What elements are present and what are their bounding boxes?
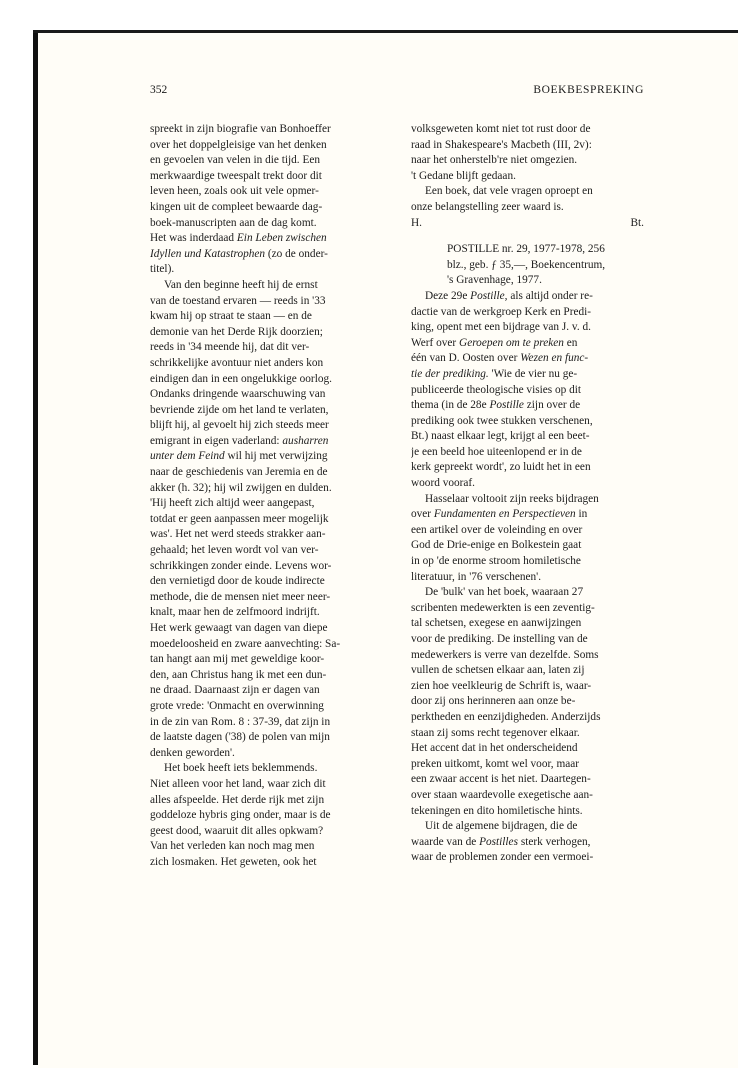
text-line: over Fundamenten en Perspectieven in (411, 508, 588, 521)
text-line: boek-manuscripten aan de dag komt. (150, 216, 317, 229)
text-line: preken uitkomt, komt wel voor, maar (411, 757, 580, 770)
book-entry-heading: POSTILLE nr. 29, 1977-1978, 256 (447, 243, 605, 256)
text-line: vullen de schetsen elkaar aan, laten zij (411, 664, 585, 677)
review-signatures (411, 216, 644, 232)
text-line: kerk gepreekt wordt', zo luidt het in een (411, 461, 591, 474)
text-line: zich losmaken. Het geweten, ook het (150, 855, 317, 868)
text-line: in op 'de enorme stroom homiletische (411, 555, 581, 568)
text-line: reeds in '34 meende hij, dat dit ver- (150, 341, 310, 354)
text-line: unter dem Feind wil hij met verwijzing (150, 450, 328, 463)
text-line: staan zij soms recht tegenover elkaar. (411, 726, 580, 739)
text-line: knalt, maar hen de zelfmoord indrijft. (150, 606, 320, 619)
text-line: Bt.) naast elkaar legt, krijgt al een beet- (411, 430, 590, 443)
text-line: akker (h. 32); hij wil zwijgen en dulden. (150, 481, 332, 494)
section-gap (411, 231, 644, 242)
text-line: 'Hij heeft zich altijd weer aangepast, (150, 497, 315, 510)
text-line: naar het onherstelb're niet omgezien. (411, 154, 578, 167)
text-line: titel). (150, 263, 175, 276)
text-line: waar de problemen zonder een vermoei- (411, 851, 594, 864)
text-line: waarde van de Postilles sterk verhogen, (411, 835, 591, 848)
text-line: schrikkelijke avontuur niet anders kon (150, 356, 324, 369)
text-line: Het was inderdaad Ein Leben zwischen (150, 232, 327, 245)
text-line: king, opent met een bijdrage van J. v. d. (411, 321, 591, 334)
text-line: van de toestand ervaren — reeds in '33 (150, 294, 326, 307)
text-line: moedeloosheid en zware aanvechting: Sa- (150, 637, 341, 650)
text-line: Het werk gewaagt van dagen van diepe (150, 622, 328, 634)
paragraph-start: Van den beginne heeft hij de ernst (164, 278, 318, 291)
text-line: raad in Shakespeare's Macbeth (III, 2v): (411, 138, 592, 151)
text-line: en gevoelen van velen in die tijd. Een (150, 154, 321, 167)
text-line: gehaald; het leven wordt vol van ver- (150, 544, 319, 557)
paragraph-start: Hasselaar voltooit zijn reeks bijdragen (425, 492, 599, 505)
text-line: emigrant in eigen vaderland: ausharren (150, 434, 329, 447)
text-line: leven heen, zoals ook uit vele opmer- (150, 185, 319, 198)
paragraph-start: Deze 29e Postille, als altijd onder re- (425, 289, 593, 302)
book-entry-heading: 's Gravenhage, 1977. (447, 274, 542, 287)
text-line: volksgeweten komt niet tot rust door de (411, 123, 591, 135)
text-line: je een beeld hoe uiteenlopend er in de (411, 445, 582, 458)
text-line: over het doppelgleisige van het denken (150, 138, 327, 151)
text-line: over staan waardevolle exegetische aan- (411, 788, 593, 801)
text-line: Werf over Geroepen om te preken en (411, 336, 578, 349)
quoted-phrase: ausharren (282, 434, 329, 447)
text-line: bevriende zijde om het land te verlaten, (150, 403, 329, 416)
book-subtitle: Ein Leben zwischen (236, 232, 327, 245)
text-line: een artikel over de voleinding en over (411, 523, 583, 536)
book-subtitle: Idyllen und Katastrophen (150, 247, 266, 260)
reviewer-initial: H. (411, 216, 422, 229)
text-line: Het accent dat in het onderscheidend (411, 742, 578, 755)
text-line: medewerkers is verre van dezelfde. Soms (411, 648, 599, 661)
text-line: denken geworden'. (150, 746, 235, 759)
text-line: de laatste dagen ('38) de polen van mijn (150, 731, 330, 744)
text-line: God de Drie-enige en Bolkestein gaat (411, 539, 582, 552)
text-line: dactie van de werkgroep Kerk en Predi- (411, 305, 592, 318)
text-line: kingen uit de compleet bewaarde dag- (150, 200, 323, 213)
text-line: geest dood, waaruit dit alles opkwam? (150, 824, 324, 837)
text-line: woord vooraf. (411, 477, 475, 490)
running-head: BOEKBESPREKING (533, 84, 644, 96)
text-line: totdat er geen aanpassen meer mogelijk (150, 512, 329, 525)
text-line: grote vrede: 'Onmacht en overwinning (150, 699, 324, 712)
text-line: kwam hij op straat te staan — en de (150, 310, 312, 323)
paragraph-start: De 'bulk' van het boek, waaraan 27 (425, 586, 584, 599)
quoted-phrase: unter dem Feind (150, 450, 225, 463)
text-line: ne draad. Daarnaast zijn er dagen van (150, 684, 320, 697)
text-line: thema (in de 28e Postille zijn over de (411, 399, 581, 412)
text-line: den vernietigd door de koude indirecte (150, 575, 325, 588)
text-line: tie der prediking. 'Wie de vier nu ge- (411, 367, 578, 380)
paragraph-start: Uit de algemene bijdragen, die de (425, 820, 578, 833)
text-line: in de zin van Rom. 8 : 37-39, dat zijn in (150, 715, 331, 728)
text-line: schrikkingen zonder einde. Levens wor- (150, 559, 332, 572)
text-line: onze belangstelling zeer waard is. (411, 200, 564, 213)
text-line: 't Gedane blijft gedaan. (411, 169, 516, 182)
text-line: zien hoe veelkleurig de Schrift is, waar- (411, 679, 592, 692)
text-line: methode, die de mensen niet meer neer- (150, 590, 331, 603)
text-line: Van het verleden kan noch mag men (150, 840, 315, 853)
text-line: demonie van het Derde Rijk doorzien; (150, 325, 323, 338)
book-entry-heading: blz., geb. ƒ 35,—, Boekencentrum, (447, 258, 606, 271)
text-line: een zwaar accent is het niet. Daartegen- (411, 773, 591, 786)
text-line: spreekt in zijn biografie van Bonhoeffer (150, 123, 331, 135)
text-line: scribenten medewerkten is een zeventig- (411, 601, 595, 614)
text-line: naar de geschiedenis van Jeremia en de (150, 466, 328, 479)
text-line: literatuur, in '76 verschenen'. (411, 570, 542, 583)
text-line: goddeloze hybris ging onder, maar is de (150, 809, 331, 822)
right-column (411, 122, 644, 866)
text-line: Idyllen und Katastrophen (zo de onder- (150, 247, 328, 260)
text-line: alles afspeelde. Het derde rijk met zijn (150, 793, 325, 806)
text-line: tan hangt aan mij met geweldige koor- (150, 653, 325, 666)
text-line: voor de prediking. De instelling van de (411, 633, 588, 645)
page-number: 352 (150, 84, 168, 96)
text-line: was'. Het net werd steeds strakker aan- (150, 528, 326, 541)
text-line: tal schetsen, exegese en aanwijzingen (411, 617, 582, 630)
text-line: merkwaardige tweespalt trekt door dit (150, 169, 322, 182)
text-line: blijft hij, al gevoelt hij zich steeds meer (150, 419, 329, 432)
paragraph-start: Een boek, dat vele vragen oproept en (425, 185, 593, 198)
text-line: Ondanks dringende waarschuwing van (150, 388, 326, 401)
text-line: eindigen dan in een ongelukkige oorlog. (150, 372, 332, 385)
page-header (150, 84, 644, 100)
text-line: perktheden en eenzijdigheden. Anderzijds (411, 710, 601, 723)
text-line: prediking ook twee stukken verschenen, (411, 414, 593, 427)
text-line: Niet alleen voor het land, waar zich dit (150, 777, 326, 790)
text-line: tekeningen en dito homiletische hints. (411, 804, 583, 817)
text-line: één van D. Oosten over Wezen en func- (411, 352, 589, 365)
left-column (150, 122, 381, 871)
reviewer-initial: Bt. (630, 216, 644, 229)
text-line: publiceerde theologische visies op dit (411, 383, 582, 396)
paragraph-start: Het boek heeft iets beklemmends. (164, 762, 318, 775)
text-line: den, aan Christus hang ik met een dun- (150, 668, 327, 681)
text-line: door zij ons herinneren aan onze be- (411, 695, 576, 708)
